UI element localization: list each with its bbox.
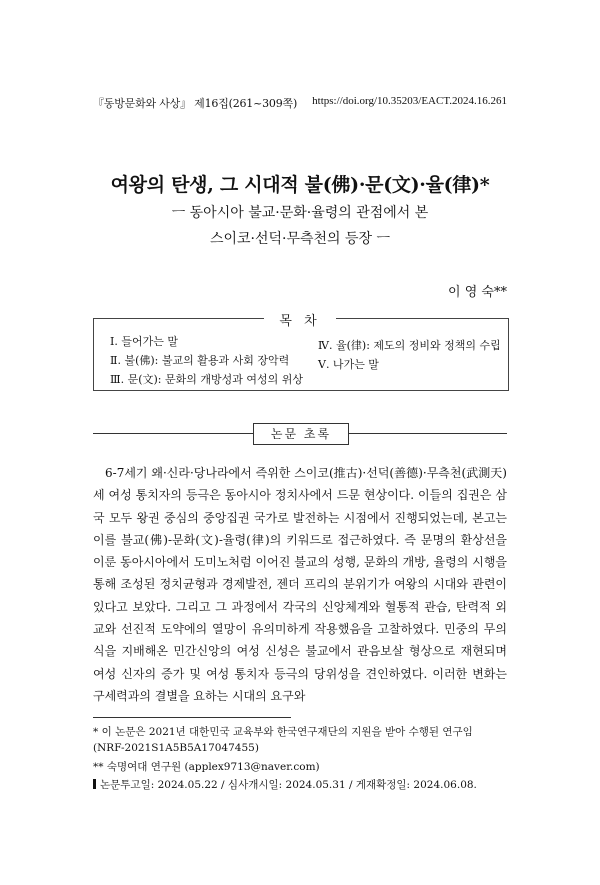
abstract-body [93, 462, 507, 707]
bar-marker-icon [93, 779, 96, 789]
toc-item-1: Ⅰ. 들어가는 말 [110, 335, 178, 348]
footnote-funding: * 이 논문은 2021년 대한민국 교육부와 한국연구재단의 지원을 받아 수행된 연구임 (NRF-2021S1A5B5A17047455) [93, 726, 473, 754]
footnote-dates [93, 777, 507, 793]
toc-heading: 목 차 [264, 310, 336, 329]
paper-subtitle-line-1: ㅡ 동아시아 불교·문화·율령의 관점에서 본 [171, 205, 429, 221]
abstract-heading: 논문 초록 [253, 423, 349, 445]
footnote-affiliation: ** 숙명여대 연구원 (applex9713@naver.com) [93, 761, 320, 773]
author-name: 이 영 숙** [448, 285, 507, 300]
footnote-dates-text: 논문투고일: 2024.05.22 / 심사개시일: 2024.05.31 / 게재확정일: 2024.06.08. [100, 779, 477, 791]
doi-link[interactable]: https://doi.org/10.35203/EACT.2024.16.261 [312, 95, 507, 107]
toc-item-4: Ⅳ. 율(律): 제도의 정비와 정책의 수립 [318, 339, 501, 352]
journal-citation: 『동방문화와 사상』 제16집(261~309쪽) [93, 97, 298, 110]
paper-subtitle-line-2: 스이코·선덕·무측천의 등장 ㅡ [209, 231, 391, 247]
toc-item-2: Ⅱ. 불(佛): 불교의 활용과 사회 장악력 [110, 354, 290, 367]
abstract-paragraph: 6-7세기 왜·신라·당나라에서 즉위한 스이코(推古)·선덕(善德)·무측천(武測天) 세 여성 통치자의 등극은 동아시아 정치사에서 드문 현상이다. 이들의 집권은 삼국 모두 왕권 중심의 중앙집권 국가로 발전하는 시점에서 진행되었는데, 본고는 이를 불교(佛)-문화(文)-율령(律)의 키워드로 접근하였다. 즉 문명의 환상선을 이룬 동아시아에서 도미노처럼 이어진 불교의 성행, 문화의 개방, 율령의 시행을 통해 조성된 정치균형과 경제발전, 젠더 프리의 분위기가 여왕의 시대와 관련이 있다고 보았다. 그리고 그 과정에서 각국의 신앙체계와 혈통적 관습, 탄력적 외교와 선진적 도약에의 열망이 유의미하게 작용했음을 고찰하였다. 민중의 무의식을 지배해온 민간신앙의 여성 신성은 불교에서 관음보살 형상으로 재현되며 여성 신자의 증가 및 여성 통치자 등극의 당위성을 견인하였다. 이러한 변화는 구세력과의 결별을 요하는 시대의 요구와 [93, 466, 507, 703]
footnote-divider [93, 717, 291, 718]
toc-item-3: Ⅲ. 문(文): 문화의 개방성과 여성의 위상 [110, 373, 304, 386]
toc-item-5: Ⅴ. 나가는 말 [318, 358, 379, 371]
paper-title: 여왕의 탄생, 그 시대적 불(佛)·문(文)·율(律)* [110, 174, 490, 196]
